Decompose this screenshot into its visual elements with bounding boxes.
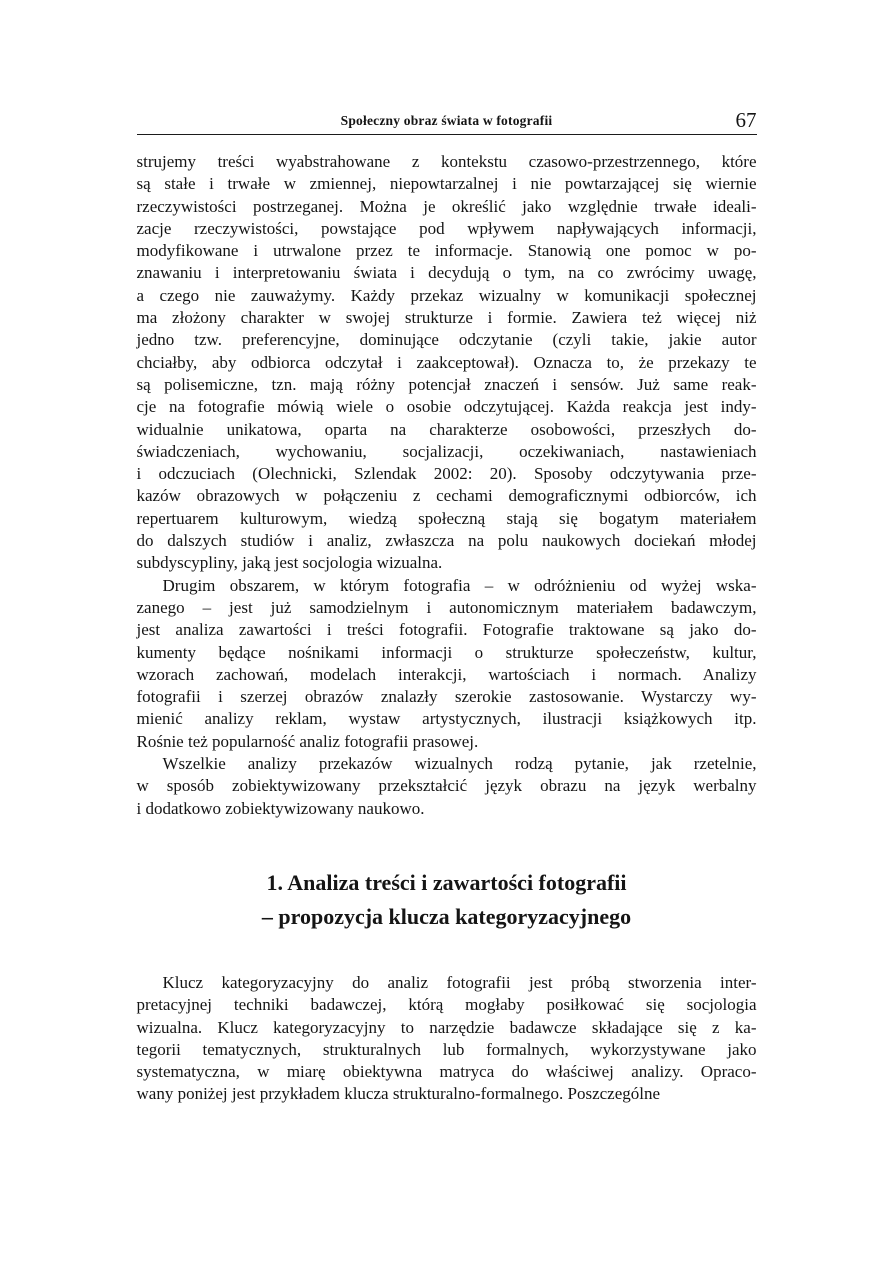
text-line: wizualna. Klucz kategoryzacyjny to narzędzie badawcze składające się z ka- [136,1017,757,1037]
body-text-bottom [137,972,757,1106]
text-line: Klucz kategoryzacyjny do analiz fotografii jest próbą stworzenia inter- [162,972,757,992]
text-line: Drugim obszarem, w którym fotografia – w odróżnieniu od wyżej wska- [162,575,757,595]
text-line: cje na fotografie mówią wiele o osobie odczytującej. Każda reakcja jest indy- [136,397,757,417]
text-line: rzeczywistości postrzeganej. Można je określić jako względnie trwałe ideali- [136,196,757,216]
body-text-top [137,151,757,820]
section-heading-line-1: 1. Analiza treści i zawartości fotografii [266,869,627,895]
text-line: są polisemiczne, tzn. mają różny potencjał znaczeń i sensów. Już same reak- [136,374,757,394]
text-line: subdyscypliny, jaką jest socjologia wizualna. [136,553,443,573]
text-line: mienić analizy reklam, wystaw artystycznych, ilustracji książkowych itp. [136,709,757,729]
running-header [137,104,757,135]
text-line: wany poniżej jest przykładem klucza strukturalno-formalnego. Poszczególne [136,1084,661,1104]
text-line: jest analiza zawartości i treści fotografii. Fotografie traktowane są jako do- [136,620,757,640]
text-line: świadczeniach, wychowaniu, socjalizacji, oczekiwaniach, nastawieniach [136,441,757,461]
text-line: tegorii tematycznych, strukturalnych lub formalnych, wykorzystywane jako [136,1039,757,1059]
text-line: Rośnie też popularność analiz fotografii prasowej. [136,731,479,751]
text-line: systematyczna, w miarę obiektywna matryca do właściwej analizy. Opraco- [136,1062,757,1082]
text-line: repertuarem kulturowym, wiedzą społeczną stają się bogatym materiałem [136,508,757,528]
paragraph [137,575,757,753]
text-line: a czego nie zauważymy. Każdy przekaz wizualny w komunikacji społecznej [136,285,757,305]
text-line: wzorach zachowań, modelach interakcji, wartościach i normach. Analizy [136,664,757,684]
text-line: znawaniu i interpretowaniu świata i decydują o tym, na co zwrócimy uwagę, [136,263,757,283]
running-title: Społeczny obraz świata w fotografii [340,113,553,128]
text-line: zanego – jest już samodzielnym i autonomicznym materiałem badawczym, [136,597,757,617]
text-line: pretacyjnej techniki badawczej, którą mogłaby posiłkować się socjologia [136,995,757,1015]
paragraph [137,151,757,575]
text-line: chciałby, aby odbiorca odczytał i zaakceptował). Oznacza to, że przekazy te [136,352,757,372]
text-line: ma złożony charakter w swojej strukturze i formie. Zawiera też więcej niż [136,308,757,328]
text-line: zacje rzeczywistości, powstające pod wpływem napływających informacji, [136,218,757,238]
text-line: fotografii i szerzej obrazów znalazły szerokie zastosowanie. Wystarczy wy- [136,687,757,707]
document-page [137,0,757,1106]
section-heading-line-2: – propozycja klucza kategoryzacyjnego [261,903,632,929]
text-line: jedno tzw. preferencyjne, dominujące odczytanie (czyli takie, jakie autor [136,330,757,350]
text-line: Wszelkie analizy przekazów wizualnych rodzą pytanie, jak rzetelnie, [162,754,757,774]
text-line: do dalszych studiów i analiz, zwłaszcza na polu naukowych dociekań młodej [136,531,757,551]
text-line: widualnie unikatowa, oparta na charakterze osobowości, przeszłych do- [136,419,757,439]
text-line: strujemy treści wyabstrahowane z kontekstu czasowo-przestrzennego, które [136,152,757,171]
page-number: 67 [735,108,757,132]
text-line: i odczuciach (Olechnicki, Szlendak 2002: 20). Sposoby odczytywania prze- [136,464,757,484]
text-line: i dodatkowo zobiektywizowany naukowo. [136,798,425,818]
paragraph [137,972,757,1106]
text-line: są stałe i trwałe w zmiennej, niepowtarzalnej i nie powtarzającej się wiernie [136,174,757,194]
text-line: kumenty będące nośnikami informacji o strukturze społeczeństw, kultur, [136,642,757,662]
text-line: modyfikowane i utrwalone przez te informacje. Stanowią one pomoc w po- [136,241,757,261]
text-line: kazów obrazowych w połączeniu z cechami demograficznymi odbiorców, ich [136,486,757,506]
paragraph [137,753,757,820]
text-line: w sposób zobiektywizowany przekształcić język obrazu na język werbalny [136,776,757,796]
section-heading [137,866,757,934]
